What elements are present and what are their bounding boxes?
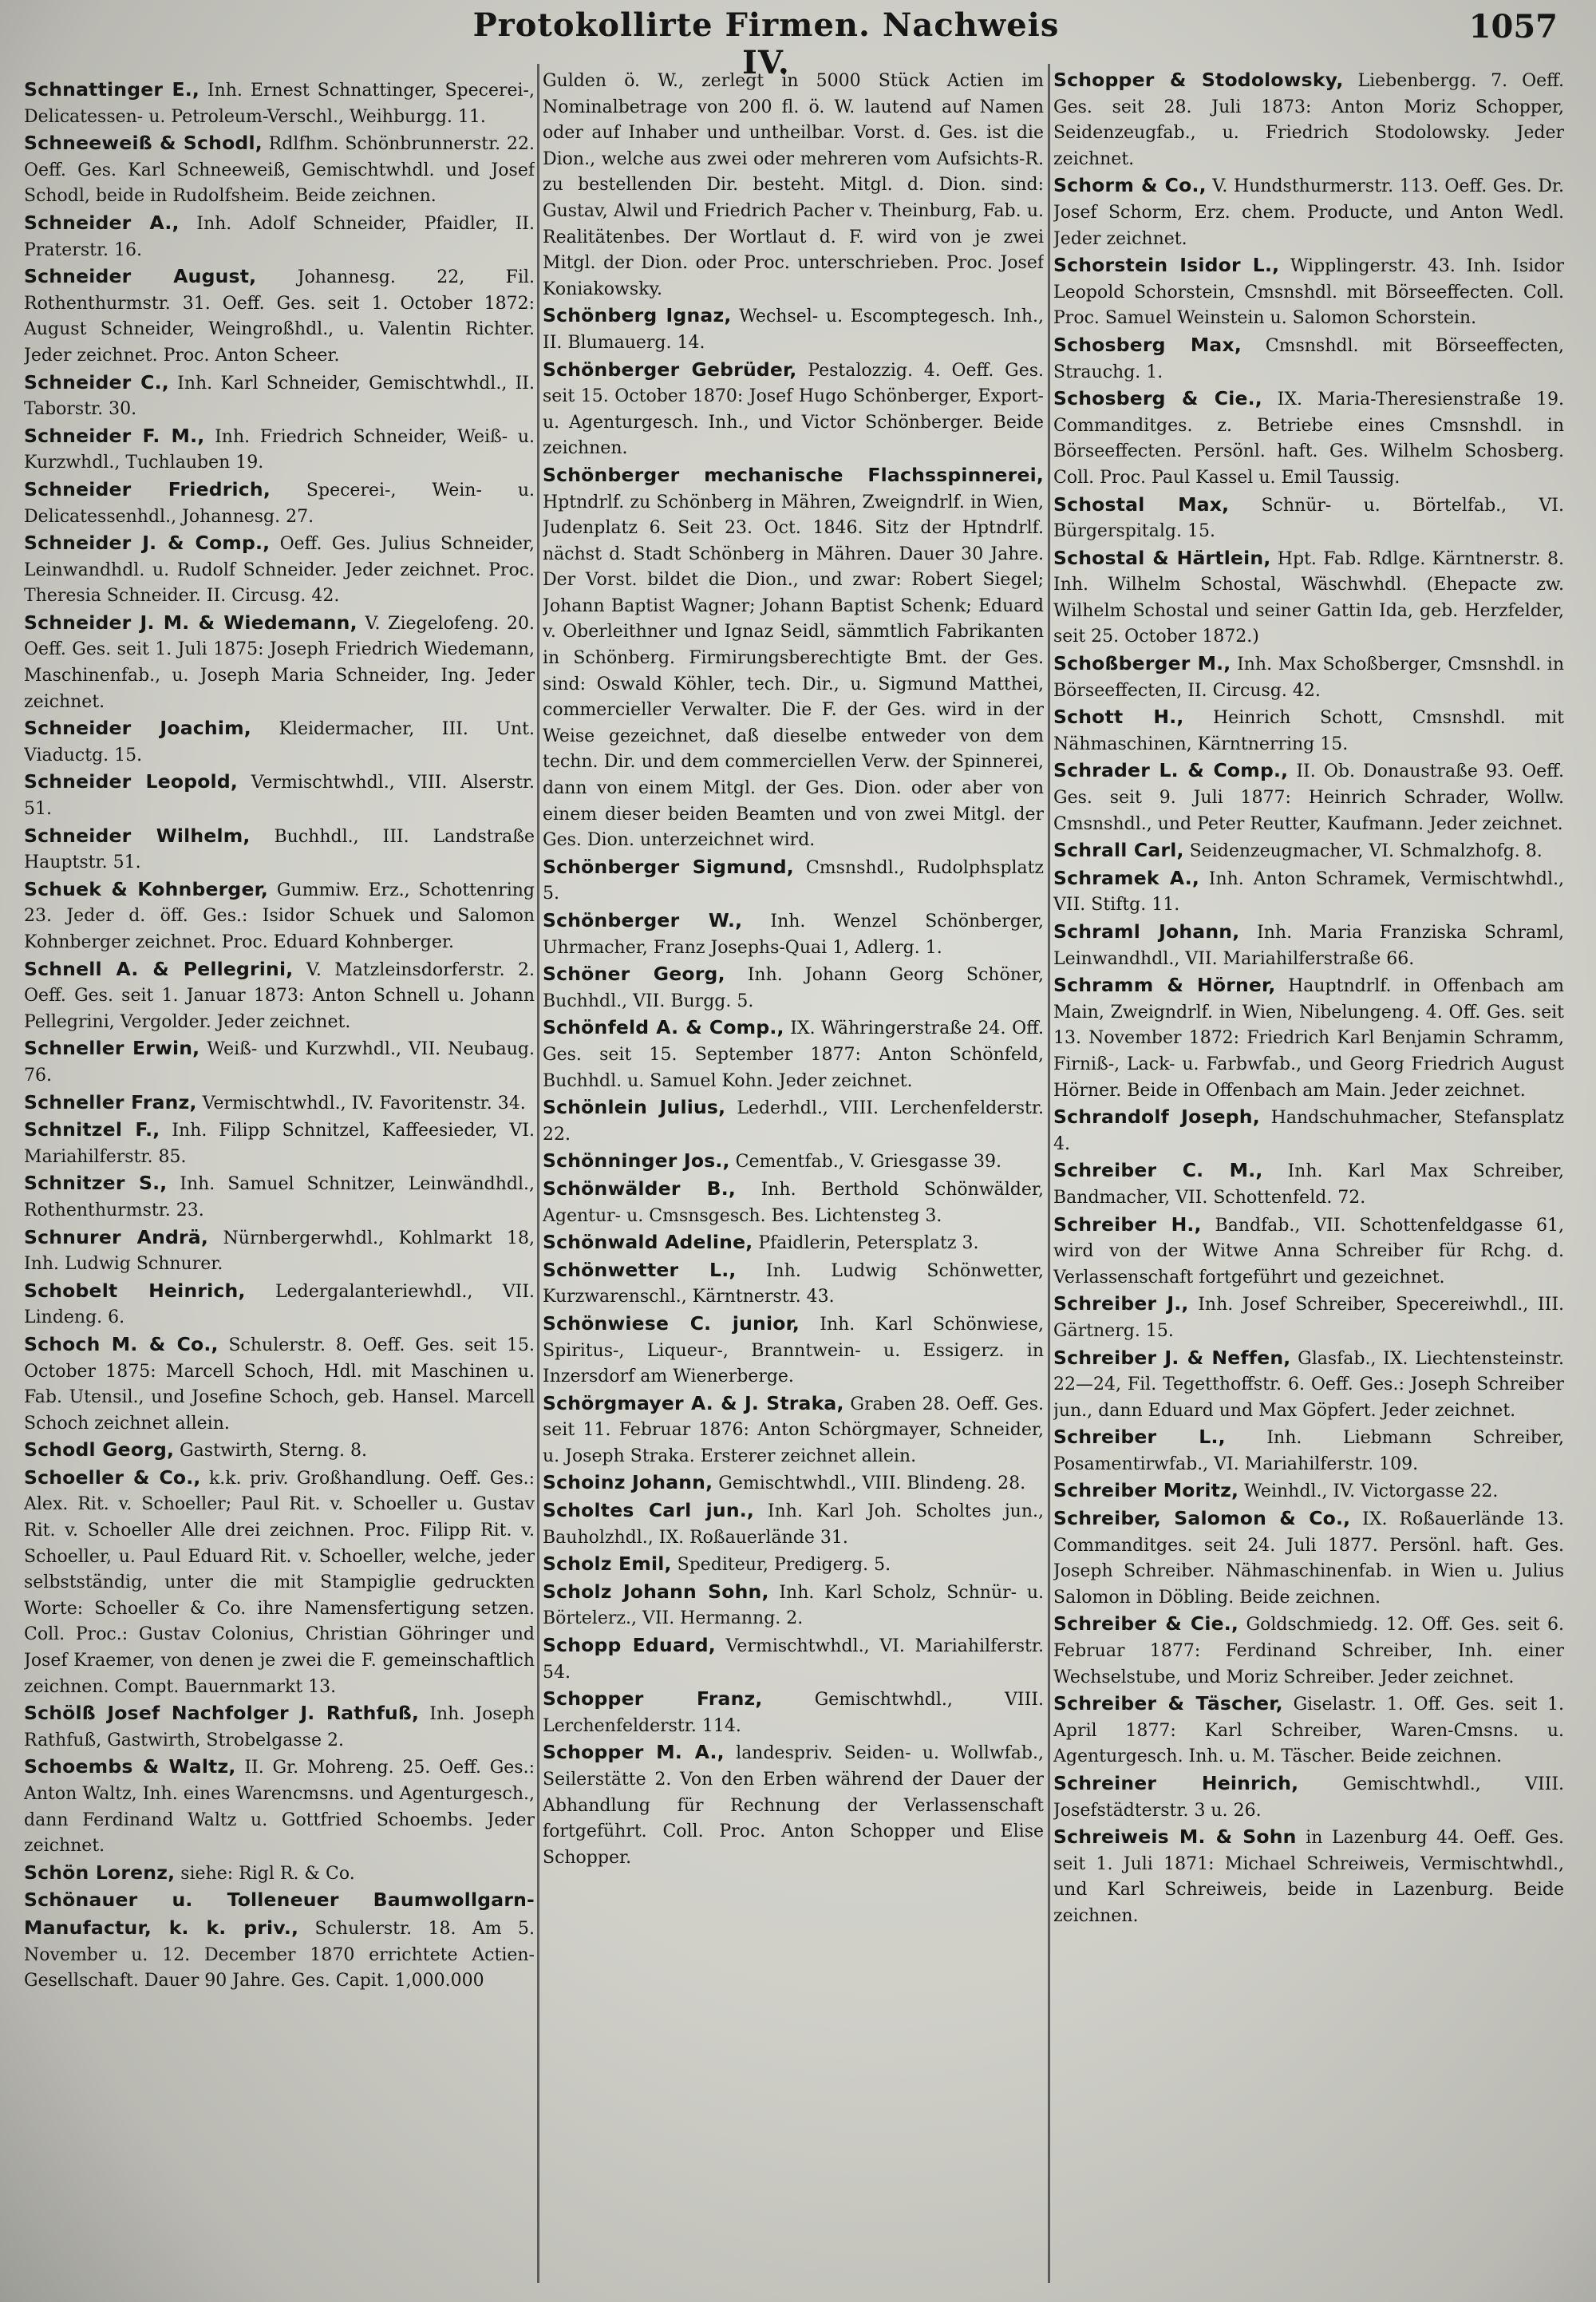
firm-name: Schneider A., (24, 211, 180, 234)
entry-text: Spediteur, Predigerg. 5. (671, 1555, 891, 1576)
firm-name: Schneller Erwin, (24, 1037, 200, 1060)
column-divider (1048, 64, 1050, 2283)
directory-entry (543, 1632, 1044, 1686)
directory-entry (543, 67, 1044, 303)
entry-text: IX. Roßauerlände 13. Commanditges. seit 24. Juli 1877. Persönl. haft. Ges. Joseph Schreiber. Nähmaschinenfab. in Wien u. Julius Salomon in Döbling. Beide zeichnen. (1053, 1509, 1564, 1608)
firm-name: Schrader L. & Comp., (1053, 759, 1289, 782)
directory-entry (24, 956, 535, 1036)
firm-name: Schoch M. & Co., (24, 1332, 219, 1355)
firm-name: Schoeller & Co., (24, 1465, 201, 1489)
firm-name: Schramek A., (1053, 866, 1199, 889)
directory-entry (543, 854, 1044, 908)
firm-name: Schneider C., (24, 370, 169, 394)
entry-text: Inh. Max Schoßberger, Cmsnshdl. in Börseeffecten, II. Circusg. 42. (1053, 655, 1564, 701)
directory-entry (24, 1700, 535, 1754)
firm-name: Schodl Georg, (24, 1438, 175, 1461)
firm-name: Schönwetter L., (543, 1258, 737, 1281)
directory-entry (543, 1469, 1044, 1497)
firm-name: Schreiber & Cie., (1053, 1612, 1238, 1636)
directory-entry (1053, 704, 1564, 757)
entry-text: Ledergalanteriewhdl., VII. Lindeng. 6. (24, 1281, 535, 1328)
entry-text: Inh. Maria Franziska Schraml, Leinwandhdl., VII. Mariahilferstraße 66. (1053, 923, 1564, 969)
entry-text: Gummiw. Erz., Schottenring 23. Jeder d. öff. Ges.: Isidor Schuek und Salomon Kohnberger zeichnet. Proc. Eduard Kohnberger. (24, 880, 535, 952)
entry-text: Pestalozzig. 4. Oeff. Ges. seit 15. October 1870: Josef Hugo Schönberger, Export- u. Agenturgesch. Inh., und Victor Schönberger. Beide zeichnen. (543, 360, 1044, 459)
entry-text: Inh. Berthold Schönwälder, Agentur- u. Cmsnsgesch. Bes. Lichtensteg 3. (543, 1179, 1044, 1226)
directory-entry (543, 357, 1044, 462)
entry-text: Buchhdl., III. Landstraße Hauptstr. 51. (24, 826, 535, 873)
entry-text: Inh. Karl Joh. Scholtes jun., Bauholzhdl., IX. Roßauerlände 31. (543, 1501, 1044, 1548)
firm-name: Schneider F. M., (24, 424, 205, 447)
entry-text: II. Gr. Mohreng. 25. Oeff. Ges.: Anton Waltz, Inh. eines Warencmsns. und Agenturgesch., dann Ferdinand Waltz u. Gottfried Schoembs. Jeder zeichnet. (24, 1758, 535, 1857)
firm-name: Schreiner Heinrich, (1053, 1772, 1299, 1794)
directory-entry (1053, 757, 1564, 837)
directory-entry (24, 370, 535, 423)
directory-entry (1053, 252, 1564, 332)
entry-text: Liebenbergg. 7. Oeff. Ges. seit 28. Juli 1873: Anton Moriz Schopper, Seidenzeugfab., u. Friedrich Stodolowsky. Jeder zeichnet. (1053, 71, 1564, 169)
firm-name: Schneller Franz, (24, 1090, 197, 1113)
firm-name: Schöner Georg, (543, 963, 725, 986)
entry-text: Specerei-, Wein- u. Delicatessenhdl., Johannesg. 27. (24, 480, 535, 527)
entry-text: Heinrich Schott, Cmsnshdl. mit Nähmaschinen, Kärntnerring 15. (1053, 708, 1564, 754)
entry-text: Hauptndrlf. in Offenbach am Main, Zweigndrlf. in Wien, Nibelungeng. 4. Off. Ges. seit 13. November 1872: Friedrich Karl Benjamin Schramm, Firniß-, Lack- u. Farbwfab., und Georg Friedrich August Hörner. Beide in Offenbach am Main. Jeder zeichnet. (1053, 976, 1564, 1101)
directory-entry (24, 1090, 535, 1117)
entry-text: Weinhdl., IV. Victorgasse 22. (1238, 1481, 1499, 1502)
directory-entry (543, 1686, 1044, 1739)
entry-text: Goldschmiedg. 12. Off. Ges. seit 6. Februar 1877: Ferdinand Schreiber, Inh. einer Wechselstube, und Moriz Schreiber. Jeder zeichnet. (1053, 1615, 1564, 1687)
page-number: 1057 (1468, 8, 1558, 45)
firm-name: Schopper & Stodolowsky, (1053, 69, 1344, 91)
firm-name: Schorstein Isidor L., (1053, 254, 1280, 277)
directory-entry (1053, 1477, 1564, 1505)
firm-name: Schreiber H., (1053, 1212, 1202, 1236)
entry-text: Vermischtwhdl., VIII. Alserstr. 51. (24, 773, 535, 820)
firm-name: Schönlein Julius, (543, 1096, 726, 1119)
directory-entry (543, 1497, 1044, 1551)
directory-entry (24, 530, 535, 610)
firm-name: Schönberger mechanische Flachsspinnerei, (543, 463, 1044, 486)
entry-text: Inh. Karl Scholz, Schnür- u. Börtelerz., VII. Hermanng. 2. (543, 1582, 1044, 1629)
entry-text: Cmsnshdl. mit Börseeffecten, Strauchg. 1. (1053, 335, 1564, 382)
entry-text: Inh. Karl Schönwiese, Spiritus-, Liqueur-, Branntwein- u. Essigerz. in Inzersdorf am Wienerberge. (543, 1314, 1044, 1387)
entry-text: in Lazenburg 44. Oeff. Ges. seit 1. Juli 1871: Michael Schreiweis, Vermischtwhdl., und Karl Schreiweis, beide in Lazenburg. Beide zeichnen. (1053, 1828, 1564, 1926)
directory-entry (543, 1311, 1044, 1390)
entry-text: Inh. Ludwig Schönwetter, Kurzwarenschl., Kärntnerstr. 43. (543, 1260, 1044, 1307)
entry-text: k.k. priv. Großhandlung. Oeff. Ges.: Alex. Rit. v. Schoeller; Paul Rit. v. Schoeller u. Gustav Rit. v. Schoeller Alle drei zeichnen. Proc. Filipp Rit. v. Schoeller, u. Paul Eduard Rit. v. Schoeller, welche, jeder selbstständig, unter die mit Stampiglie gedruckten Worte: Schoeller & Co. ihre Namensfertigung setzen. Coll. Proc.: Gustav Colonius, Christian Göhringer und Josef Kraemer, von denen je zwei die F. gemeinschaftlich zeichnen. Compt. Bauernmarkt 13. (24, 1468, 535, 1697)
entry-text: Bandfab., VII. Schottenfeldgasse 61, wird von der Witwe Anna Schreiber für Rchg. d. Verlassenschaft fortgeführt und gezeichnet. (1053, 1215, 1564, 1287)
firm-name: Schrandolf Joseph, (1053, 1106, 1260, 1129)
entry-text: landespriv. Seiden- u. Wollwfab., Seilerstätte 2. Von den Erben während der Dauer der Abhandlung für Rechnung der Verlassenschaft fortgeführt. Coll. Proc. Anton Schopper und Elise Schopper. (543, 1743, 1044, 1868)
entry-text: Inh. Anton Schramek, Vermischtwhdl., VII. Stiftg. 11. (1053, 868, 1564, 916)
entry-text: Wechsel- u. Escomptegesch. Inh., II. Blumauerg. 14. (543, 307, 1044, 353)
entry-text: Hpt. Fab. Rdlge. Kärntnerstr. 8. Inh. Wilhelm Schostal, Wäschwhdl. (Ehepacte zw. Wilhelm Schostal und seiner Gattin Ida, geb. Herzfelder, seit 25. October 1872.) (1053, 548, 1564, 647)
entry-text: Vermischtwhdl., IV. Favoritenstr. 34. (196, 1093, 526, 1113)
directory-entry (1053, 865, 1564, 919)
firm-name: Schönwälder B., (543, 1177, 736, 1200)
directory-entry (24, 477, 535, 530)
firm-name: Schreiber C. M., (1053, 1159, 1263, 1182)
directory-entry (24, 77, 535, 130)
entry-text: siehe: Rigl R. & Co. (175, 1863, 355, 1884)
firm-name: Schneider Joachim, (24, 717, 251, 740)
firm-name: Scholtes Carl jun., (543, 1499, 755, 1522)
directory-entry (543, 1229, 1044, 1257)
entry-text: Glasfab., IX. Liechtensteinstr. 22—24, Fil. Tegetthoffstr. 6. Oeff. Ges.: Joseph Schreiber jun., dann Eduard und Max Göpfert. Jeder zeichnet. (1053, 1348, 1564, 1421)
directory-entry (1053, 1345, 1564, 1425)
firm-name: Schönfeld A. & Comp., (543, 1016, 784, 1039)
directory-entry (543, 1015, 1044, 1094)
directory-entry (24, 1035, 535, 1089)
entry-text: Handschuhmacher, Stefansplatz 4. (1053, 1108, 1564, 1154)
entry-text: Inh. Karl Schneider, Gemischtwhdl., II. Taborstr. 30. (24, 373, 535, 420)
firm-name: Schnitzer S., (24, 1172, 168, 1195)
directory-entry (543, 1176, 1044, 1229)
firm-name: Schreiber, Salomon & Co., (1053, 1507, 1351, 1530)
firm-name: Schneider August, (24, 265, 257, 288)
directory-entry (1053, 1291, 1564, 1344)
firm-name: Schott H., (1053, 706, 1184, 729)
firm-name: Schopp Eduard, (543, 1634, 716, 1657)
entry-text: Cmsnshdl., Rudolphsplatz 5. (543, 857, 1044, 904)
directory-entry (24, 769, 535, 822)
directory-entry (24, 1887, 535, 1994)
directory-entry (543, 1579, 1044, 1632)
directory-entry (24, 1117, 535, 1170)
firm-name: Schön Lorenz, (24, 1861, 176, 1884)
firm-name: Schneider Leopold, (24, 770, 238, 793)
firm-name: Schoßberger M., (1053, 652, 1231, 675)
entry-text: Rdlfhm. Schönbrunnerstr. 22. Oeff. Ges. Karl Schneeweiß, Gemischtwhdl. und Josef Schodl, beide in Rudolfsheim. Beide zeichnen. (24, 134, 535, 207)
firm-name: Schreiweis M. & Sohn (1053, 1825, 1297, 1849)
entry-text: Oeff. Ges. Julius Schneider, Leinwandhdl. u. Rudolf Schneider. Jeder zeichnet. Proc. Theresia Schneider. II. Circusg. 42. (24, 534, 535, 607)
directory-entry (1053, 919, 1564, 972)
entry-text: II. Ob. Donaustraße 93. Oeff. Ges. seit 9. Juli 1877: Heinrich Schrader, Wollw. Cmsnshdl., und Peter Reutter, Kaufmann. Jeder zeichnet. (1053, 761, 1564, 834)
entry-text: Nürnbergerwhdl., Kohlmarkt 18, Inh. Ludwig Schnurer. (24, 1228, 535, 1275)
column-3 (1053, 67, 1564, 2270)
directory-entry (1053, 651, 1564, 704)
firm-name: Schreiber J., (1053, 1292, 1189, 1315)
firm-name: Schnell A. & Pellegrini, (24, 957, 294, 980)
directory-entry (24, 1331, 535, 1437)
entry-text: Seidenzeugmacher, VI. Schmalzhofg. 8. (1183, 841, 1543, 862)
firm-name: Schosberg Max, (1053, 333, 1242, 356)
entry-text: Schulerstr. 18. Am 5. November u. 12. December 1870 errichtete Actien-Gesellschaft. Dauer 90 Jahre. Ges. Capit. 1,000.000 (24, 1918, 535, 1992)
firm-name: Schönberger Gebrüder, (543, 358, 797, 381)
entry-text: Weiß- und Kurzwhdl., VII. Neubaug. 76. (24, 1039, 535, 1086)
directory-entry (24, 715, 535, 769)
directory-entry (1053, 67, 1564, 172)
firm-name: Schramm & Hörner, (1053, 974, 1276, 997)
directory-entry (543, 1739, 1044, 1871)
column-1 (24, 77, 535, 2280)
directory-entry (24, 1224, 535, 1278)
entry-text: Kleidermacher, III. Unt. Viaductg. 15. (24, 719, 535, 765)
firm-name: Schoinz Johann, (543, 1471, 713, 1494)
firm-name: Schönberger Sigmund, (543, 855, 794, 878)
entry-text: Vermischtwhdl., VI. Mariahilferstr. 54. (543, 1636, 1044, 1683)
entry-text: V. Hundsthurmerstr. 113. Oeff. Ges. Dr. Josef Schorm, Erz. chem. Producte, und Anton Wedl. Jeder zeichnet. (1053, 176, 1564, 249)
entry-text: Inh. Joseph Rathfuß, Gastwirth, Strobelgasse 2. (24, 1704, 535, 1750)
directory-entry (1053, 172, 1564, 252)
directory-entry (1053, 545, 1564, 651)
firm-name: Schönwiese C. junior, (543, 1311, 800, 1335)
directory-entry (1053, 972, 1564, 1104)
directory-entry (543, 462, 1044, 854)
entry-text: Inh. Karl Max Schreiber, Bandmacher, VII. Schottenfeld. 72. (1053, 1161, 1564, 1208)
directory-entry (1053, 1770, 1564, 1824)
directory-entry (543, 1257, 1044, 1311)
firm-name: Schosberg & Cie., (1053, 387, 1262, 410)
entry-text: Cementfab., V. Griesgasse 39. (729, 1152, 1001, 1173)
firm-name: Schönberger W., (543, 909, 743, 931)
directory-entry (543, 908, 1044, 961)
firm-name: Schoembs & Waltz, (24, 1755, 236, 1778)
firm-name: Schobelt Heinrich, (24, 1279, 246, 1302)
directory-entry (24, 263, 535, 369)
directory-entry (24, 876, 535, 956)
directory-entry (24, 1170, 535, 1224)
entry-text: V. Matzleinsdorferstr. 2. Oeff. Ges. seit 1. Januar 1873: Anton Schnell u. Johann Pellegrini, Vergolder. Jeder zeichnet. (24, 959, 535, 1032)
directory-entry (1053, 1691, 1564, 1770)
entry-text: Lederhdl., VIII. Lerchenfelderstr. 22. (543, 1098, 1044, 1145)
directory-entry (1053, 1505, 1564, 1611)
firm-name: Schopper Franz, (543, 1687, 763, 1711)
directory-entry (543, 1390, 1044, 1470)
directory-entry (24, 210, 535, 263)
directory-entry (24, 1754, 535, 1859)
firm-name: Schönwald Adeline, (543, 1231, 753, 1254)
directory-entry (1053, 1424, 1564, 1477)
entry-text: Schulerstr. 8. Oeff. Ges. seit 15. October 1875: Marcell Schoch, Hdl. mit Maschinen u. Fab. Utensil., und Josefine Schoch, geb. Hansel. Marcell Schoch zeichnet allein. (24, 1335, 535, 1434)
entry-text: Wipplingerstr. 43. Inh. Isidor Leopold Schorstein, Cmsnshdl. mit Börseeffecten. Coll. Proc. Samuel Weinstein u. Salomon Schorstein. (1053, 256, 1564, 329)
firm-name: Schnurer Andrä, (24, 1225, 208, 1248)
firm-name: Scholz Johann Sohn, (543, 1580, 769, 1603)
directory-entry (1053, 1157, 1564, 1211)
entry-text: Gemischtwhdl., VIII. Blindeng. 28. (713, 1473, 1026, 1494)
firm-name: Schnitzel F., (24, 1118, 160, 1141)
page-title: Protokollirte Firmen. Nachweis IV. (472, 6, 1060, 81)
entry-text: Inh. Josef Schreiber, Specereiwhdl., III. Gärtnerg. 15. (1053, 1295, 1564, 1341)
entry-text: Hptndrlf. zu Schönberg in Mähren, Zweigndrlf. in Wien, Judenplatz 6. Seit 23. Oct. 1846. Sitz der Hptndrlf. nächst d. Stadt Schönberg in Mähren. Dauer 30 Jahre. Der Vorst. bildet die Dion., und zwar: Robert Siegel; Johann Baptist Wagner; Johann Baptist Schenk; Eduard v. Oberleithner und Ignaz Seidl, sämmtlich Fabrikanten in Schönberg. Firmirungsberechtigte Bmt. der Ges. sind: Oswald Köhler, tech. Dir., u. Sigmund Matthei, commercieller Verwalter. Die F. der Ges. wird in der Weise gezeichnet, daß dieselbe entweder von dem techn. Dir. und dem commerciellen Verw. der Spinnerei, dann von einem Mitgl. der Ges. Dion. oder aber von einem dieser beiden Beamten und von zwei Mitgl. der Ges. Dion. unterzeichnet wird. (543, 492, 1044, 851)
directory-entry (543, 303, 1044, 356)
entry-text: Inh. Johann Georg Schöner, Buchhdl., VII. Burgg. 5. (543, 965, 1044, 1011)
firm-name: Schörgmayer A. & J. Straka, (543, 1391, 844, 1414)
directory-entry (1053, 1824, 1564, 1929)
entry-text: Graben 28. Oeff. Ges. seit 11. Februar 1876: Anton Schörgmayer, Schneider, u. Joseph Straka. Ersterer zeichnet allein. (543, 1394, 1044, 1466)
directory-entry (24, 1860, 535, 1888)
directory-entry (1053, 1104, 1564, 1157)
directory-entry (1053, 492, 1564, 545)
column-2 (543, 67, 1044, 2270)
entry-text: Gulden ö. W., zerlegt in 5000 Stück Actien im Nominalbetrage von 200 fl. ö. W. lautend auf Namen oder auf Inhaber und untheilbar. Vorst. d. Ges. ist die Dion., welche aus zwei oder mehreren vom Aufsichts-R. zu bestellenden Dir. besteht. Mitgl. d. Dion. sind: Gustav, Alwil und Friedrich Pacher v. Theinburg, Fab. u. Realitätenbes. Der Wortlaut d. F. wird von je zwei Mitgl. der Dion. oder Proc. unterschrieben. Proc. Josef Koniakowsky. (543, 71, 1044, 299)
directory-entry (1053, 837, 1564, 865)
entry-text: IX. Maria-Theresienstraße 19. Commanditges. z. Betriebe eines Cmsnshdl. in Börseeffecten. Persönl. haft. Ges. Wilhelm Schosberg. Coll. Proc. Paul Kassel u. Emil Taussig. (1053, 390, 1564, 488)
directory-entry (1053, 332, 1564, 386)
directory-entry (24, 610, 535, 715)
firm-name: Schneider Wilhelm, (24, 824, 251, 847)
directory-entry (24, 1437, 535, 1465)
column-divider (537, 64, 539, 2283)
firm-name: Schreiber L., (1053, 1426, 1226, 1449)
firm-name: Schönninger Jos., (543, 1149, 730, 1173)
directory-entry (1053, 1611, 1564, 1691)
firm-name: Schneider J. & Comp., (24, 532, 271, 555)
firm-name: Schönberg Ignaz, (543, 304, 732, 327)
entry-text: Gastwirth, Sterng. 8. (174, 1441, 367, 1461)
firm-name: Scholz Emil, (543, 1552, 672, 1576)
directory-entry (543, 1148, 1044, 1176)
directory-entry (24, 1278, 535, 1331)
entry-text: Schnür- u. Börtelfab., VI. Bürgerspitalg. 15. (1053, 495, 1564, 542)
directory-entry (24, 423, 535, 477)
directory-entry (1053, 1212, 1564, 1291)
firm-name: Schönauer u. Tolleneuer Baumwollgarn-Manufactur, k. k. priv., (24, 1889, 535, 1939)
firm-name: Schreiber Moritz, (1053, 1479, 1239, 1502)
entry-text: Inh. Samuel Schnitzer, Leinwändhdl., Rothenthurmstr. 23. (24, 1174, 535, 1220)
firm-name: Schostal Max, (1053, 492, 1230, 516)
entry-text: Inh. Adolf Schneider, Pfaidler, II. Praterstr. 16. (24, 213, 535, 260)
directory-entry (24, 823, 535, 876)
entry-text: Inh. Filipp Schnitzel, Kaffeesieder, VI. Mariahilferstr. 85. (24, 1121, 535, 1167)
firm-name: Schneider Friedrich, (24, 477, 271, 500)
entry-text: Inh. Wenzel Schönberger, Uhrmacher, Franz Josephs-Quai 1, Adlerg. 1. (543, 912, 1044, 958)
firm-name: Schraml Johann, (1053, 920, 1240, 943)
entry-text: Giselastr. 1. Off. Ges. seit 1. April 1877: Karl Schreiber, Waren-Cmsns. u. Agenturgesch. Inh. u. M. Täscher. Beide zeichnen. (1053, 1695, 1564, 1767)
firm-name: Schrall Carl, (1053, 839, 1184, 862)
directory-entry (543, 1551, 1044, 1579)
firm-name: Schopper M. A., (543, 1741, 725, 1764)
entry-text: Inh. Friedrich Schneider, Weiß- u. Kurzwhdl., Tuchlauben 19. (24, 426, 535, 473)
entry-text: Inh. Ernest Schnattinger, Specerei-, Delicatessen- u. Petroleum-Verschl., Weihburgg. 11. (24, 81, 535, 127)
firm-name: Schreiber & Täscher, (1053, 1692, 1283, 1715)
firm-name: Schreiber J. & Neffen, (1053, 1346, 1291, 1369)
directory-entry (543, 1094, 1044, 1148)
entry-text: Gemischtwhdl., VIII. Josefstädterstr. 3 u. 26. (1053, 1774, 1564, 1821)
directory-entry (1053, 386, 1564, 491)
firm-name: Schnattinger E., (24, 78, 200, 101)
entry-text: Inh. Liebmann Schreiber, Posamentirwfab., VI. Mariahilferstr. 109. (1053, 1428, 1564, 1474)
directory-entry (24, 130, 535, 210)
firm-name: Schostal & Härtlein, (1053, 546, 1271, 569)
directory-entry (24, 1465, 535, 1700)
firm-name: Schölß Josef Nachfolger J. Rathfuß, (24, 1702, 420, 1725)
firm-name: Schneider J. M. & Wiedemann, (24, 611, 358, 634)
entry-text: Johannesg. 22, Fil. Rothenthurmstr. 31. Oeff. Ges. seit 1. October 1872: August Schneider, Weingroßhdl., u. Valentin Richter. Jeder zeichnet. Proc. Anton Scheer. (24, 267, 535, 366)
entry-text: Pfaidlerin, Petersplatz 3. (753, 1233, 979, 1254)
entry-text: V. Ziegelofeng. 20. Oeff. Ges. seit 1. Juli 1875: Joseph Friedrich Wiedemann, Maschinenfab., u. Joseph Maria Schneider, Ing. Jeder zeichnet. (24, 613, 535, 712)
firm-name: Schorm & Co., (1053, 174, 1207, 197)
entry-text: IX. Währingerstraße 24. Off. Ges. seit 15. September 1877: Anton Schönfeld, Buchhdl. u. Samuel Kohn. Jeder zeichnet. (543, 1018, 1044, 1091)
directory-entry (543, 961, 1044, 1015)
firm-name: Schneeweiß & Schodl, (24, 132, 263, 155)
firm-name: Schuek & Kohnberger, (24, 877, 269, 900)
entry-text: Gemischtwhdl., VIII. Lerchenfelderstr. 114. (543, 1690, 1044, 1736)
